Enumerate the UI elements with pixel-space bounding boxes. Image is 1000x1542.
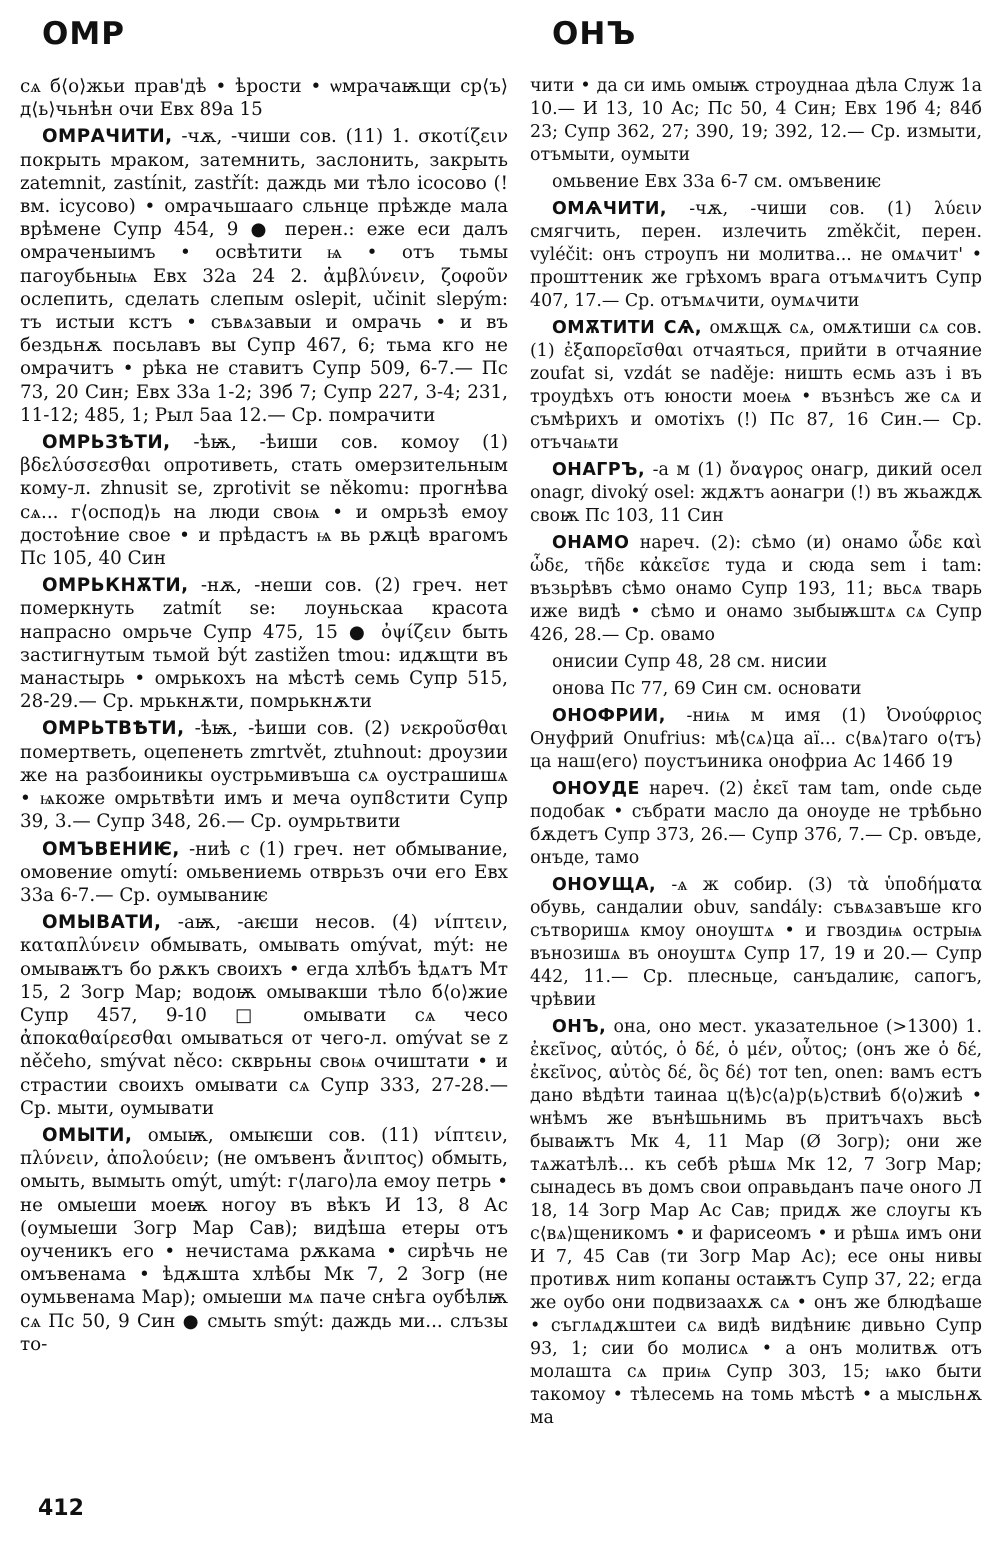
entry-text: -а м (1) ὄναγρος онагр, дикий осел onagr, divoký osel: ждѫтъ аонагри (!) въ жьаждѫ своѭ Пс 103, 11 Син (530, 460, 982, 526)
entry-text: -ниѩ м имя (1) Ὀνούφριος Онуфрий Onufrius: мѣ⟨сѧ⟩ца аї... с⟨вѧ⟩таго о⟨тъ⟩ца наш⟨его⟩ поустъиника онофриа Ас 146б 19 (530, 706, 982, 772)
dictionary-entry (530, 459, 982, 528)
entry-headword: ОМЫВАТИ, (42, 912, 162, 934)
entry-text: -ѣѭ, -ѣиши сов. комоу (1) βδελύσσεσθαι опротиветь, стать омерзительным кому-л. zhnusit se, zprotivit se někomu: прогнѣва сѧ... г⟨оспод⟩ь на люди своѩ • и омрьзѣ емоу достоѣние свое • и прѣдастъ ѩ вь рѫцѣ врагомъ Пс 105, 40 Син (20, 432, 508, 570)
entry-text: онова Пс 77, 69 Син см. основати (552, 679, 862, 699)
dictionary-entry (530, 705, 982, 774)
dictionary-entry (20, 574, 508, 713)
entry-text: -чѫ, -чиши сов. (1) λύειν смягчить, перен. излечить změkčit, перен. vyléčit: онъ строупъ ни молитва... не омѧчит' • прошттеник же грѣхомъ врага отъмѧчитъ Супр 407, 17.— Ср. отъмѧчити, оумѧчити (530, 199, 982, 311)
running-head-right: ОНЪ (552, 16, 637, 52)
entry-headword: ОМѪТИТИ СѦ, (552, 318, 702, 338)
entry-text: чити • да си имь омыѭ строуднаа дѣла Служ 1а 10.— И 13, 10 Ас; Пс 50, 4 Син; Евх 19б 4; 84б 23; Супр 362, 27; 390, 19; 392, 12.— Ср. измыти, отъмыти, оумыти (530, 76, 982, 165)
dictionary-entry (20, 125, 508, 427)
entry-headword: ОМРЬКНѪТИ, (42, 575, 189, 597)
entry-text: -ниѣ с (1) греч. нет обмывание, омовение omytí: омьвениемь отврьзъ очи его Евх 33а 6-7.— Ср. оумываниѥ (20, 838, 508, 906)
entry-text: сѧ б⟨о⟩жьи прав'дѣ • ѣрости • ѡмрачаѭщи ср⟨ъ⟩д⟨ь⟩чьнѣн очи Евх 89а 15 (20, 76, 508, 121)
entry-headword: ОМЪВЕНИѤ, (42, 838, 180, 860)
entry-headword: ОНАГРЪ, (552, 460, 646, 480)
entry-headword: ОНЪ, (552, 1017, 607, 1037)
entry-text: онисии Супр 48, 28 см. нисии (552, 652, 828, 672)
entry-text: -чѫ, -чиши сов. (11) 1. σκοτίζειν покрыть мраком, затемнить, заслонить, закрыть zatemnit, zastínit, zastřít: даждь ми тѣло ісосово (! вм. ісусово) • омрачьшааго сльнце прѣжде мала врѣмене Супр 454, 9 ● перен.: еже еси далъ омраченыимъ • освѣтити ѩ • отъ тьмы пагоубьныѩ Евх 32а 24 2. ἀμβλύνειν, ζοφοῦν ослепить, сделать слепым oslepit, učinit slepým: тъ истыи кстъ • съвѧзавыи и омрачь • и въ бездьнѫ посьлавъ вы Супр 467, 6; тьма кго не омрачитъ • рѣка не ставитъ Супр 509, 6-7.— Пс 73, 20 Син; Евх 33а 1-2; 39б 7; Супр 227, 3-4; 231, 11-12; 485, 1; Рыл 5аа 12.— Ср. помрачити (20, 126, 508, 426)
dictionary-entry (530, 75, 982, 167)
dictionary-entry (20, 838, 508, 908)
entry-text: омѫщѫ сѧ, омѫтиши сѧ сов. (1) ἐξαπορεῖσθαι отчаяться, прийти в отчаяние zoufat si, vzdát se naděje: ништь есмь азъ і въ троудѣхъ отъ юности моеѩ • възнѣсъ же сѧ и съмѣрихъ и омотіхъ (!) Пс 87, 16 Син.— Ср. отъчаѩти (530, 318, 982, 453)
dictionary-entry (530, 651, 982, 674)
left-column (20, 75, 508, 1485)
entry-headword: ОНОУЩА, (552, 875, 657, 895)
right-column (530, 75, 982, 1485)
entry-headword: ОНАМО (552, 533, 630, 553)
entry-text: -ѧ ж собир. (3) τὰ ὑποδήματα обувь, сандалии obuv, sandály: съвѧзавъше кго сътворишѧ кмоу оноуштѧ • и гвоздиѩ острыѩ вънозишѧ въ оноуштѧ Супр 17, 19 и 20.— Супр 442, 11.— Ср. плесньце, санъдалиѥ, сапогъ, чрѣвии (530, 875, 982, 1010)
entry-text: -ѣѭ, -ѣиши сов. (2) νεκροῦσθαι помертветь, оцепенеть zmrtvět, ztuhnout: дроузии же на разбоиникы оустрьмивъша сѧ оустрашишѧ • ѩкоже омрьтвѣти имъ и меча оуп8стити Супр 39, 3.— Супр 348, 26.— Ср. оумрьтвити (20, 718, 508, 833)
dictionary-entry (530, 317, 982, 455)
dictionary-entry (530, 678, 982, 701)
dictionary-entry (20, 75, 508, 121)
entry-text: она, оно мест. указательное (>1300) 1. ἐκεῖνος, αὐτός, ὁ δέ, ὁ μέν, οὗτος; (онъ же ὁ δέ, ἐκεῖνος, αὐτὸς δέ, ὃς δέ) тот ten, onen: вамъ естъ дано вѣдѣти таинаа ц⟨ѣ⟩с⟨а⟩р⟨ь⟩ствиѣ б⟨о⟩жиѣ • ѡнѣмъ же вънѣшьнимь въ притъчахъ вьсѣ бываѭтъ Мк 4, 11 Мар (Ø Зогр); они же тѧжатѣлѣ... къ себѣ рѣшѧ Мк 12, 7 Зогр Мар; сынадесь въ домъ свои оправьданъ паче оного Л 18, 14 Зогр Мар Ас Сав; придѫ же слоугы къ с⟨вѧ⟩щеникомъ • и фарисеомъ • и рѣшѧ имъ они И 7, 45 Сав (ти Зогр Мар Ас); есе оны нивы противѫ ниm копаны остаѭтъ Супр 37, 22; егда же оубо они подвизаахѫ сѧ • онъ же блюдѣаше • съглѧдѫштеи сѧ видѣ видѣниѥ дивьно Супр 93, 1; сии бо молисѧ • а онъ молитвѫ отъ молашта сѧ приѩ Супр 303, 15; ѩко быти такомоу • тѣлесемь на томь мѣстѣ • а мысльнѫ ма (530, 1017, 982, 1428)
entry-headword: ОМРАЧИТИ, (42, 126, 173, 148)
dictionary-entry (530, 532, 982, 647)
entry-headword: ОМРЬЗѢТИ, (42, 432, 171, 454)
entry-headword: ОНОФРИИ, (552, 706, 666, 726)
dictionary-entry (20, 717, 508, 833)
dictionary-entry (20, 431, 508, 570)
entry-text: омьвение Евх 33а 6-7 см. омъвениѥ (552, 172, 882, 192)
entry-headword: ОМЫТИ, (42, 1124, 133, 1146)
running-head-left: ОМР (42, 16, 125, 52)
dictionary-entry (530, 171, 982, 194)
entry-text: нареч. (2) ἐκεῖ там tam, onde сьде подобак • събрати масло да оноуде не трѣбьно бѫдетъ Супр 373, 26.— Супр 376, 7.— Ср. овъде, онъде, тамо (530, 779, 982, 868)
entry-text: -аѭ, -аѥши несов. (4) νίπτειν, καταπλύνειν обмывать, омывать omývat, mýt: не омываѭтъ бо рѫкъ своихъ • егда хлѣбъ ѣдѧтъ Мт 15, 2 Зогр Мар; водоѭ омывакши тѣло б⟨о⟩жие Супр 457, 9-10 □ омывати сѧ чесо ἀποκαθαίρεσθαι омываться от чего-л. omývat se z něčeho, smývat něco: скврьны своѩ очиштати • и страстии своихъ омывати сѧ Супр 333, 27-28.— Ср. мыти, оумывати (20, 912, 508, 1119)
dictionary-entry (530, 198, 982, 313)
dictionary-entry (20, 911, 508, 1120)
entry-headword: ОМРЬТВѢТИ, (42, 718, 185, 740)
dictionary-entry (20, 1124, 508, 1356)
entry-headword: ОНОУДЕ (552, 779, 640, 799)
dictionary-entry (530, 1016, 982, 1430)
dictionary-entry (530, 778, 982, 870)
entry-text: -нѫ, -неши сов. (2) греч. нет померкнуть zatmít se: лоуньскаа красота напрасно омрьче Супр 475, 15 ● ὀψίζειν быть застигнутым тьмой být zastižen tmou: идѫщти въ манастырь • омрькохъ на мѣстѣ семь Супр 515, 28-29.— Ср. мрькнѫти, помрькнѫти (20, 575, 508, 713)
entry-text: омыѭ, омыѥши сов. (11) νίπτειν, πλύνειν, ἀπολούειν; (не омъвенъ ἄνιπτος) обмыть, омыть, вымыть omýt, umýt: г⟨лаго⟩ла емоу петрь • не омыеши моеѭ ногоу въ вѣкъ И 13, 8 Ас (оумыеши Зогр Мар Сав); видѣша етеры отъ оученикъ его • нечистама рѫкама • сирѣчь не омъвенама • ѣдѫшта хлѣбы Мк 7, 2 Зогр (не оумьвенама Мар); омыеши мѧ паче снѣга оубѣлѭ сѧ Пс 50, 9 Син ● смыть smýt: даждь ми... слъзы то- (20, 1124, 508, 1355)
page-number: 412 (38, 1496, 84, 1521)
entry-text: нареч. (2): сѣмо (и) онамо ὧδε καὶ ὧδε, τῆδε κἀκεῖσε туда и сюда sem i tam: възьрѣвъ сѣмо онамо Супр 193, 11; вьсѧ тварь иже видѣ • сѣмо и онамо зыбыѭштѧ сѧ Супр 426, 28.— Ср. овамо (530, 533, 982, 645)
entry-headword: ОМѦЧИТИ, (552, 199, 667, 219)
dictionary-entry (530, 874, 982, 1012)
